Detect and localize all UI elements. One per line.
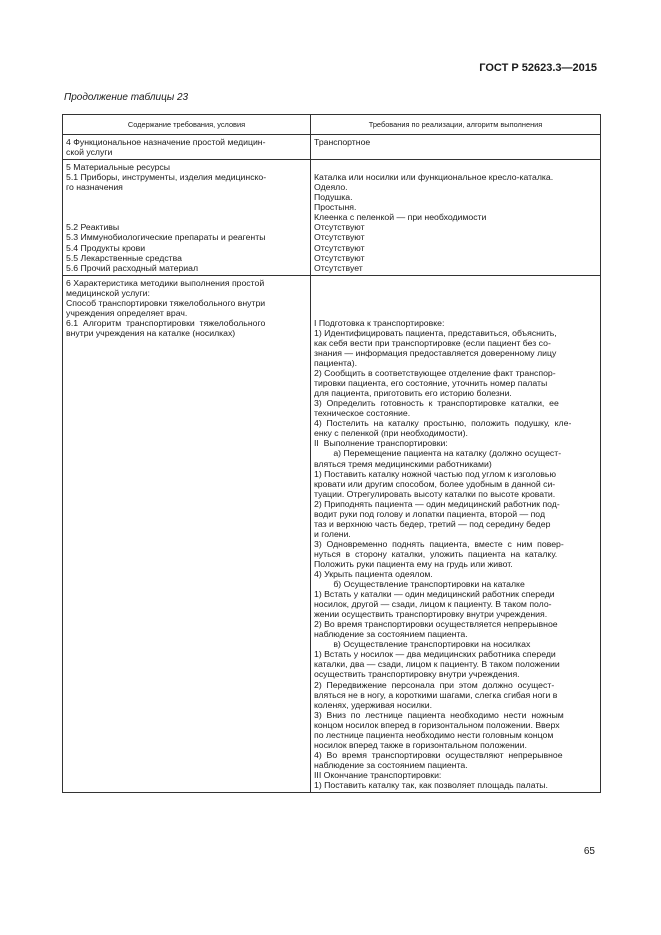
text-line: 1) Поставить каталку ножной частью под углом к изголовью: [314, 468, 556, 479]
text-line: в) Осуществление транспортировки на носилках: [314, 639, 531, 650]
text-line: Отсутствуют: [314, 232, 365, 243]
text-line: II Выполнение транспортировки:: [314, 438, 448, 449]
table-row: [63, 135, 601, 160]
text-line: 5.2 Реактивы: [66, 222, 120, 233]
text-line: 5 Материальные ресурсы: [66, 162, 171, 173]
text-line: Клеенка с пеленкой — при необходимости: [314, 212, 487, 223]
text-line: для пациента, приготовить его историю болезни.: [314, 388, 512, 399]
text-line: 5.4 Продукты крови: [66, 242, 146, 253]
text-line: техническое состояние.: [314, 408, 411, 419]
table-header-row: [63, 115, 601, 135]
text-line: го назначения: [66, 182, 123, 193]
text-line: Отсутствуют: [314, 222, 365, 233]
text-line: носилок вперед также в горизонтальном положении.: [314, 739, 527, 750]
text-line: 6.1 Алгоритм транспортировки тяжелобольного: [66, 317, 266, 328]
text-line: Транспортное: [314, 137, 371, 148]
column-header: Требования по реализации, алгоритм выполнения: [311, 115, 601, 135]
page-number: 65: [583, 846, 595, 857]
text-line: [66, 212, 307, 222]
text-line: а) Перемещение пациента на каталку (должно осущест-: [314, 448, 562, 459]
text-line: пациента).: [314, 358, 358, 369]
text-line: Простыня.: [314, 202, 357, 213]
text-line: жении осуществить транспортировку внутри учреждения.: [314, 609, 548, 620]
implementation-cell: [311, 275, 601, 792]
implementation-cell: [311, 135, 601, 160]
text-line: коленях, удерживая носилки.: [314, 699, 432, 710]
table-row: [63, 275, 601, 792]
text-line: вляться не в ногу, а короткими шагами, слегка сгибая ноги в: [314, 689, 558, 700]
text-line: 4) Укрыть пациента одеялом.: [314, 569, 433, 580]
text-line: [314, 278, 597, 288]
text-line: 4) Постелить на каталку простыню, положить подушку, кле-: [314, 418, 572, 429]
requirement-cell: [63, 275, 311, 792]
text-line: вляться тремя медицинскими работниками): [314, 458, 492, 469]
text-line: 5.3 Иммунобиологические препараты и реагенты: [66, 232, 266, 243]
text-line: Отсутствует: [314, 262, 363, 273]
text-line: по лестнице пациента необходимо нести головным концом: [314, 729, 554, 740]
text-line: Положить руки пациента ему на грудь или живот.: [314, 558, 513, 569]
text-line: 4 Функциональное назначение простой медицин-: [66, 137, 266, 148]
text-line: 5.5 Лекарственные средства: [66, 252, 182, 263]
text-line: 5.6 Прочий расходный материал: [66, 262, 199, 273]
text-line: туации. Отрегулировать высоту каталки по высоте кровати.: [314, 488, 556, 499]
text-line: ской услуги: [66, 147, 113, 158]
text-line: [66, 192, 307, 202]
requirement-cell: [63, 135, 311, 160]
text-line: 5.1 Приборы, инструменты, изделия медицинско-: [66, 172, 267, 183]
text-line: б) Осуществление транспортировки на каталке: [314, 579, 525, 590]
text-line: 1) Встать у каталки — один медицинский работник спереди: [314, 589, 555, 600]
text-line: енку с пеленкой (при необходимости).: [314, 428, 468, 439]
text-line: Подушка.: [314, 192, 353, 203]
text-line: и голени.: [314, 528, 351, 539]
text-line: I Подготовка к транспортировке:: [314, 317, 445, 328]
requirement-cell: [63, 160, 311, 276]
text-line: концом носилок вперед в горизонтальном положении. Вверх: [314, 719, 560, 730]
text-line: 3) Одновременно поднять пациента, вместе с ним повер-: [314, 538, 564, 549]
requirements-table: [62, 114, 601, 793]
text-line: каталки, два — сзади, лицом к пациенту. В таком положении: [314, 659, 560, 670]
text-line: Отсутствуют: [314, 252, 365, 263]
text-line: 2) Во время транспортировки осуществляется непрерывное: [314, 619, 558, 630]
text-line: Каталка или носилки или функциональное кресло-каталка.: [314, 172, 554, 183]
text-line: [66, 202, 307, 212]
text-line: знания — информация предоставляется доверенному лицу: [314, 347, 557, 358]
text-line: кровати или другим способом, более удобным в данной си-: [314, 478, 556, 489]
text-line: нуться в сторону каталки, уложить пациента на каталку.: [314, 548, 558, 559]
text-line: наблюдение за состоянием пациента.: [314, 759, 468, 770]
text-line: Способ транспортировки тяжелобольного внутри: [66, 297, 266, 308]
table-row: [63, 160, 601, 276]
text-line: 1) Встать у носилок — два медицинских работника спереди: [314, 649, 556, 660]
text-line: медицинской услуги:: [66, 287, 150, 298]
text-line: Одеяло.: [314, 182, 348, 193]
text-line: 2) Передвижение персонала при этом должно осущест-: [314, 679, 555, 690]
text-line: [314, 308, 597, 318]
text-line: 3) Вниз по лестнице пациента необходимо нести ножным: [314, 709, 564, 720]
text-line: [314, 288, 597, 298]
text-line: III Окончание транспортировки:: [314, 769, 442, 780]
text-line: осуществить транспортировку внутри учреждения.: [314, 669, 520, 680]
implementation-cell: [311, 160, 601, 276]
text-line: 6 Характеристика методики выполнения простой: [66, 277, 265, 288]
document-id: ГОСТ Р 52623.3—2015: [479, 62, 597, 74]
text-line: 3) Определить готовность к транспортировке каталки, ее: [314, 398, 559, 409]
text-line: [314, 298, 597, 308]
text-line: 2) Приподнять пациента — один медицинский работник под-: [314, 498, 560, 509]
column-header: Содержание требования, условия: [63, 115, 311, 135]
text-line: водит руки под голову и лопатки пациента, второй — под: [314, 508, 546, 519]
text-line: носилок, другой — сзади, лицом к пациенту. В таком поло-: [314, 599, 552, 610]
text-line: таз и верхнюю часть бедер, третий — под середину бедер: [314, 518, 551, 529]
text-line: внутри учреждения на каталке (носилках): [66, 327, 236, 338]
text-line: Отсутствуют: [314, 242, 365, 253]
text-line: учреждения определяет врач.: [66, 307, 188, 318]
text-line: наблюдение за состоянием пациента.: [314, 629, 468, 640]
text-line: 1) Идентифицировать пациента, представиться, объяснить,: [314, 327, 557, 338]
text-line: 1) Поставить каталку так, как позволяет площадь палаты.: [314, 780, 548, 790]
text-line: 2) Сообщить в соответствующее отделение факт транспор-: [314, 368, 556, 379]
table-continuation-caption: Продолжение таблицы 23: [64, 92, 189, 103]
text-line: как себя вести при транспортировке (если пациент без со-: [314, 337, 551, 348]
text-line: тировки пациента, его состояние, уточнить номер палаты: [314, 378, 548, 389]
text-line: 4) Во время транспортировки осуществляют непрерывное: [314, 749, 563, 760]
text-line: [314, 162, 597, 172]
